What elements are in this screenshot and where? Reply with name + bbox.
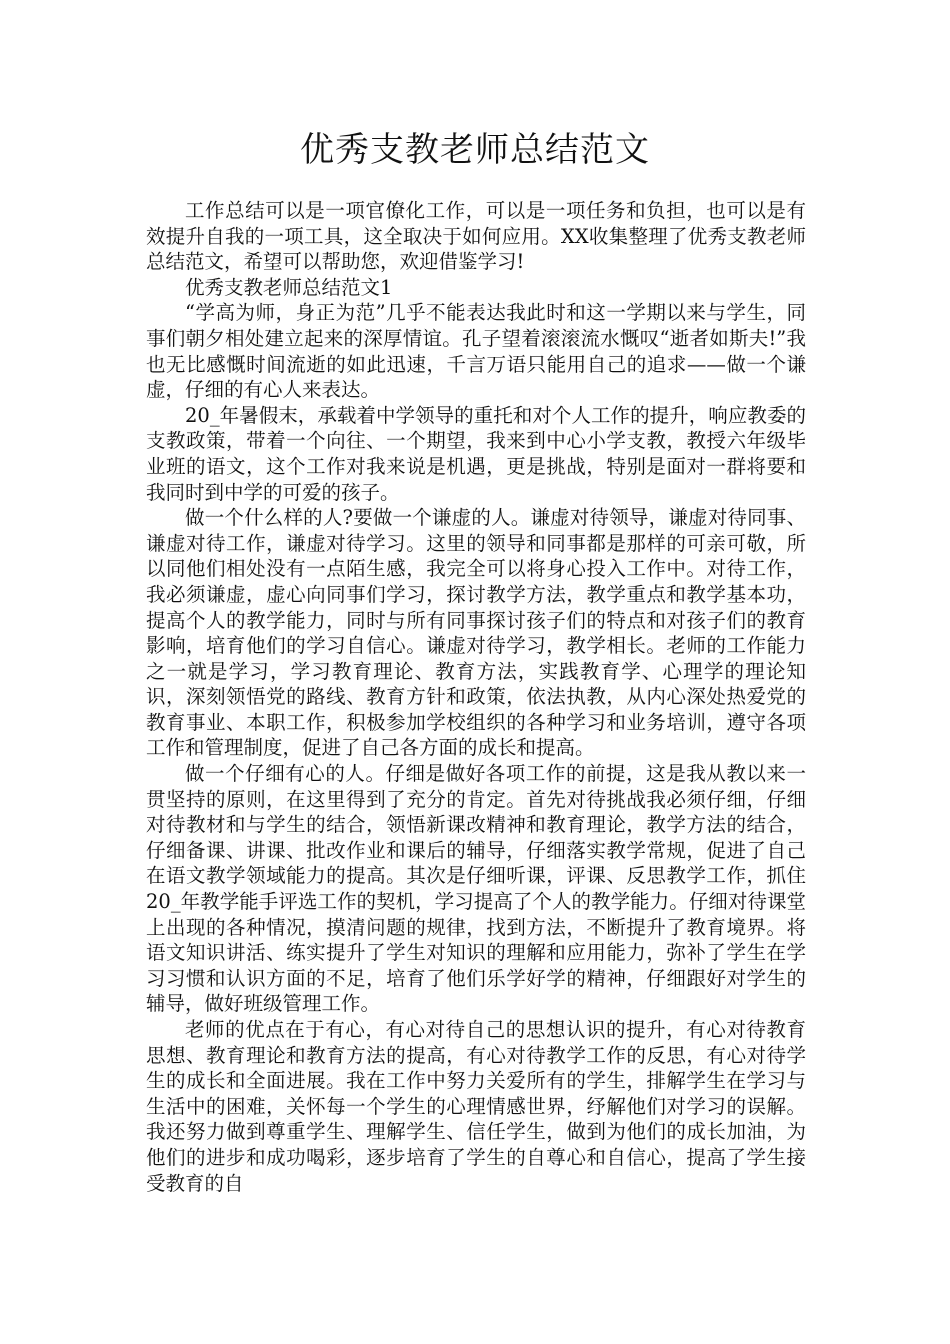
document-title: 优秀支教老师总结范文 <box>300 130 650 170</box>
paragraph-section-heading: 优秀支教老师总结范文1 <box>185 275 393 299</box>
document-body <box>146 198 806 1196</box>
paragraph-3: 做一个什么样的人?要做一个谦虚的人。谦虚对待领导，谦虚对待同事、谦虚对待工作，谦虚对待学习。这里的领导和同事都是那样的可亲可敬，所以同他们相处没有一点陌生感，我完全可以将身心投入工作中。对待工作，我必须谦虚，虚心向同事们学习，探讨教学方法，教学重点和教学基本功，提高个人的教学能力，同时与所有同事探讨孩子们的特点和对孩子们的教育影响，培育他们的学习自信心。谦虚对待学习，教学相长。老师的工作能力之一就是学习，学习教育理论、教育方法，实践教育学、心理学的理论知识，深刻领悟党的路线、教育方针和政策，依法执教，从内心深处热爱党的教育事业、本职工作，积极参加学校组织的各种学习和业务培训，遵守各项工作和管理制度，促进了自己各方面的成长和提高。 <box>146 506 806 760</box>
paragraph-1: “学高为师，身正为范”几乎不能表达我此时和这一学期以来与学生，同事们朝夕相处建立起来的深厚情谊。孔子望着滚滚流水慨叹“逝者如斯夫!”我也无比感慨时间流逝的如此迅速，千言万语只能用自己的追求——做一个谦虚，仔细的有心人来表达。 <box>146 301 806 402</box>
paragraph-4: 做一个仔细有心的人。仔细是做好各项工作的前提，这是我从教以来一贯坚持的原则，在这里得到了充分的肯定。首先对待挑战我必须仔细，仔细对待教材和与学生的结合，领悟新课改精神和教育理论，教学方法的结合，仔细备课、讲课、批改作业和课后的辅导，仔细落实教学常规，促进了自己在语文教学领域能力的提高。其次是仔细听课，评课、反思教学工作，抓住20_年教学能手评选工作的契机，学习提高了个人的教学能力。仔细对待课堂上出现的各种情况，摸清问题的规律，找到方法，不断提升了教育境界。将语文知识讲活、练实提升了学生对知识的理解和应用能力，弥补了学生在学习习惯和认识方面的不足，培育了他们乐学好学的精神，仔细跟好对学生的辅导，做好班级管理工作。 <box>146 762 806 1016</box>
paragraph-intro: 工作总结可以是一项官僚化工作，可以是一项任务和负担，也可以是有效提升自我的一项工具，这全取决于如何应用。XX收集整理了优秀支教老师总结范文，希望可以帮助您，欢迎借鉴学习! <box>146 199 806 274</box>
paragraph-2: 20_年暑假末，承载着中学领导的重托和对个人工作的提升，响应教委的支教政策，带着一个向往、一个期望，我来到中心小学支教，教授六年级毕业班的语文，这个工作对我来说是机遇，更是挑战，特别是面对一群将要和我同时到中学的可爱的孩子。 <box>146 403 806 504</box>
paragraph-5: 老师的优点在于有心，有心对待自己的思想认识的提升，有心对待教育思想、教育理论和教育方法的提高，有心对待教学工作的反思，有心对待学生的成长和全面进展。我在工作中努力关爱所有的学生，排解学生在学习与生活中的困难，关怀每一个学生的心理情感世界，纾解他们对学习的误解。我还努力做到尊重学生、理解学生、信任学生，做到为他们的成长加油，为他们的进步和成功喝彩，逐步培育了学生的自尊心和自信心，提高了学生接受教育的自 <box>146 1018 806 1195</box>
